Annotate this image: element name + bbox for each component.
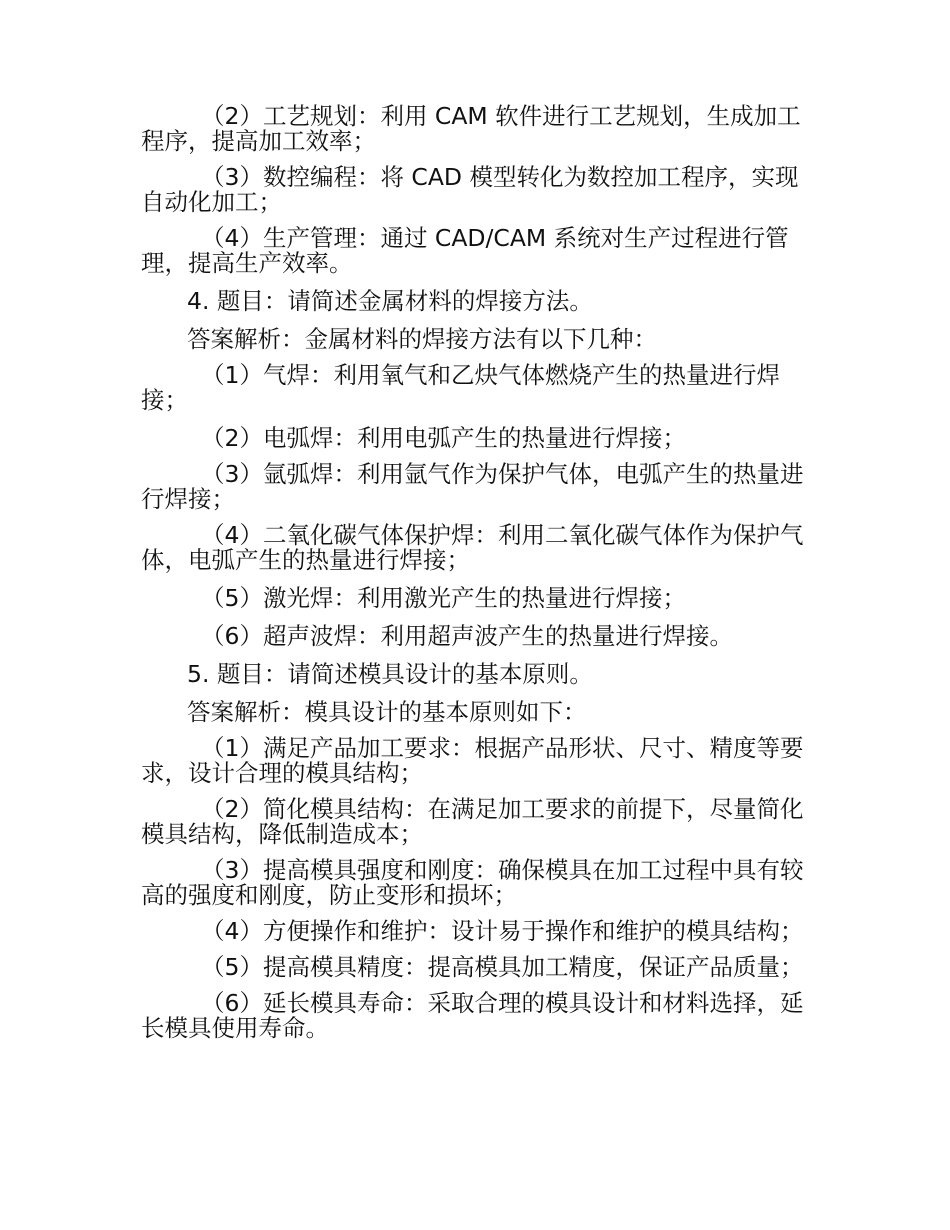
- list-item: （2）简化模具结构：在满足加工要求的前提下，尽量简化模具结构，降低制造成本；: [141, 795, 804, 848]
- answer-intro: 答案解析：金属材料的焊接方法有以下几种：: [187, 325, 657, 353]
- question-heading: 5. 题目：请简述模具设计的基本原则。: [187, 660, 593, 688]
- list-item: （4）生产管理：通过 CAD/CAM 系统对生产过程进行管理，提高生产效率。: [141, 224, 789, 277]
- list-item: （5）激光焊：利用激光产生的热量进行焊接；: [201, 584, 686, 612]
- list-item: （1）气焊：利用氧气和乙炔气体燃烧产生的热量进行焊接；: [141, 361, 780, 414]
- list-item: （3）氩弧焊：利用氩气作为保护气体，电弧产生的热量进行焊接；: [141, 460, 804, 513]
- list-item: （4）二氧化碳气体保护焊：利用二氧化碳气体作为保护气体，电弧产生的热量进行焊接；: [141, 521, 804, 574]
- list-item: （6）超声波焊：利用超声波产生的热量进行焊接。: [201, 622, 733, 650]
- list-item: （3）数控编程：将 CAD 模型转化为数控加工程序，实现自动化加工；: [141, 163, 799, 216]
- answer-intro: 答案解析：模具设计的基本原则如下：: [187, 698, 587, 726]
- list-item: （5）提高模具精度：提高模具加工精度，保证产品质量；: [201, 953, 804, 981]
- question-heading: 4. 题目：请简述金属材料的焊接方法。: [187, 287, 593, 315]
- document-body: [141, 104, 811, 1041]
- list-item: （4）方便操作和维护：设计易于操作和维护的模具结构；: [201, 917, 804, 945]
- list-item: （6）延长模具寿命：采取合理的模具设计和材料选择，延长模具使用寿命。: [141, 989, 804, 1042]
- list-item: （2）工艺规划：利用 CAM 软件进行工艺规划，生成加工程序，提高加工效率；: [141, 102, 801, 155]
- list-item: （1）满足产品加工要求：根据产品形状、尺寸、精度等要求，设计合理的模具结构；: [141, 734, 804, 787]
- list-item: （3）提高模具强度和刚度：确保模具在加工过程中具有较高的强度和刚度，防止变形和损坏；: [141, 856, 804, 909]
- list-item: （2）电弧焊：利用电弧产生的热量进行焊接；: [201, 424, 686, 452]
